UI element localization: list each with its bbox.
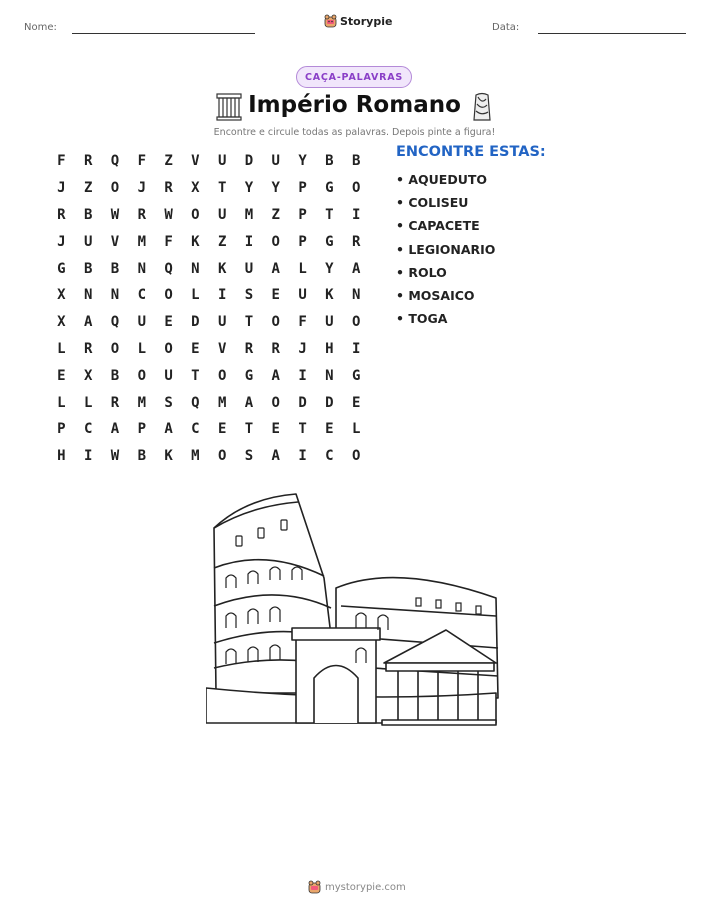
grid-letter[interactable]: Q [191,394,200,411]
grid-letter[interactable]: O [351,180,361,197]
grid-letter[interactable]: G [325,233,334,250]
grid-letter[interactable]: G [244,367,254,384]
grid-letter[interactable]: R [137,206,146,223]
grid-letter[interactable]: Q [110,153,120,170]
colosseum-illustration[interactable] [206,488,506,728]
grid-letter[interactable]: V [217,340,227,357]
footer [308,880,406,894]
grid-row [48,443,370,470]
grid-letter[interactable]: U [217,153,227,170]
grid-letter[interactable]: B [110,367,120,384]
grid-letter[interactable]: E [164,314,173,331]
grid-letter[interactable]: T [191,367,200,384]
grid-row [48,202,370,229]
grid-letter[interactable]: N [191,260,200,277]
grid-letter[interactable]: C [191,421,200,438]
grid-letter[interactable]: A [164,421,173,438]
grid-letter[interactable]: T [325,206,334,223]
grid-letter[interactable]: I [298,367,307,384]
grid-letter[interactable]: R [164,180,173,197]
grid-row [48,309,370,336]
grid-letter[interactable]: N [351,287,361,304]
grid-letter[interactable]: L [57,394,66,411]
grid-letter[interactable]: D [325,394,334,411]
grid-letter[interactable]: J [57,180,66,197]
grid-letter[interactable]: E [57,367,66,384]
grid-letter[interactable]: A [83,314,93,331]
grid-letter[interactable]: A [271,448,280,465]
grid-letter[interactable]: D [244,153,254,170]
grid-letter[interactable]: T [217,180,227,197]
grid-letter[interactable]: O [137,367,146,384]
grid-letter[interactable]: I [83,448,93,465]
grid-letter[interactable]: M [137,233,146,250]
word-list-item: • ROLO [396,264,447,280]
grid-letter[interactable]: O [217,448,227,465]
grid-letter[interactable]: U [217,206,227,223]
grid-letter[interactable]: I [244,233,254,250]
word-search-grid[interactable] [48,148,370,470]
brand-name: Storypie [340,14,393,28]
grid-letter[interactable]: P [298,233,307,250]
grid-letter[interactable]: R [57,206,66,223]
word-list-item: • COLISEU [396,195,469,211]
grid-letter[interactable]: B [325,153,334,170]
grid-letter[interactable]: O [217,367,227,384]
grid-letter[interactable]: O [164,340,173,357]
grid-letter[interactable]: N [137,260,146,277]
grid-letter[interactable]: O [164,287,173,304]
page-title: Império Romano [248,92,461,118]
grid-letter[interactable]: G [57,260,66,277]
grid-letter[interactable]: O [191,206,200,223]
grid-letter[interactable]: Y [298,153,307,170]
grid-letter[interactable]: N [325,367,334,384]
grid-letter[interactable]: A [351,260,361,277]
grid-letter[interactable]: M [137,394,146,411]
grid-letter[interactable]: B [351,153,361,170]
grid-row [48,148,370,175]
grid-letter[interactable]: O [351,314,361,331]
grid-letter[interactable]: T [244,314,254,331]
grid-letter[interactable]: B [110,260,120,277]
grid-row [48,336,370,363]
grid-row [48,416,370,443]
grid-letter[interactable]: T [298,421,307,438]
grid-letter[interactable]: S [244,448,254,465]
grid-letter[interactable]: C [137,287,146,304]
grid-row [48,175,370,202]
grid-letter[interactable]: Y [271,180,280,197]
grid-letter[interactable]: X [57,287,66,304]
grid-letter[interactable]: H [57,448,66,465]
grid-letter[interactable]: U [271,153,280,170]
grid-letter[interactable]: C [83,421,93,438]
grid-letter[interactable]: F [57,153,66,170]
word-list-item: • MOSAICO [396,287,475,303]
grid-letter[interactable]: L [191,287,200,304]
grid-letter[interactable]: E [271,421,280,438]
grid-letter[interactable]: K [217,260,227,277]
grid-letter[interactable]: R [83,153,93,170]
grid-letter[interactable]: K [191,233,200,250]
grid-letter[interactable]: Q [110,314,120,331]
grid-row [48,282,370,309]
grid-letter[interactable]: I [217,287,227,304]
grid-letter[interactable]: O [351,448,361,465]
grid-letter[interactable]: S [164,394,173,411]
grid-letter[interactable]: W [110,206,120,223]
grid-letter[interactable]: K [325,287,334,304]
grid-letter[interactable]: U [137,314,146,331]
grid-letter[interactable]: E [271,287,280,304]
grid-letter[interactable]: G [325,180,334,197]
grid-letter[interactable]: D [298,394,307,411]
date-line[interactable] [538,33,686,34]
grid-letter[interactable]: W [164,206,173,223]
word-list [396,172,495,334]
grid-letter[interactable]: T [244,421,254,438]
grid-letter[interactable]: E [191,340,200,357]
grid-letter[interactable]: B [83,206,93,223]
grid-letter[interactable]: A [244,394,254,411]
word-list-item: • AQUEDUTO [396,172,488,187]
grid-letter[interactable]: P [137,421,146,438]
word-list-title: ENCONTRE ESTAS: [396,144,546,160]
storypie-mascot-icon [308,880,321,894]
grid-letter[interactable]: L [351,421,361,438]
grid-letter[interactable]: O [271,233,280,250]
grid-letter[interactable]: B [137,448,146,465]
grid-letter[interactable]: Z [83,180,93,197]
name-line[interactable] [72,33,255,34]
grid-letter[interactable]: X [57,314,66,331]
grid-letter[interactable]: L [298,260,307,277]
grid-letter[interactable]: G [351,367,361,384]
grid-letter[interactable]: Q [164,260,173,277]
grid-letter[interactable]: M [244,206,254,223]
word-list-item: • CAPACETE [396,218,480,234]
grid-letter[interactable]: P [298,180,307,197]
grid-letter[interactable]: F [164,233,173,250]
grid-letter[interactable]: N [110,287,120,304]
grid-letter[interactable]: F [298,314,307,331]
grid-letter[interactable]: M [191,448,200,465]
grid-letter[interactable]: V [110,233,120,250]
footer-url[interactable]: mystorypie.com [325,881,406,893]
grid-letter[interactable]: U [298,287,307,304]
grid-letter[interactable]: K [164,448,173,465]
brand-logo [324,14,392,28]
grid-letter[interactable]: D [191,314,200,331]
grid-letter[interactable]: R [244,340,254,357]
grid-letter[interactable]: A [271,260,280,277]
grid-row [48,389,370,416]
grid-letter[interactable]: E [217,421,227,438]
grid-letter[interactable]: Z [217,233,227,250]
grid-letter[interactable]: J [57,233,66,250]
grid-letter[interactable]: L [137,340,146,357]
date-label: Data: [492,22,520,33]
grid-row [48,362,370,389]
grid-letter[interactable]: I [351,206,361,223]
grid-letter[interactable]: P [57,421,66,438]
grid-letter[interactable]: P [298,206,307,223]
grid-letter[interactable]: E [351,394,361,411]
word-list-item: • TOGA [396,311,448,327]
grid-letter[interactable]: Y [325,260,334,277]
grid-letter[interactable]: L [83,394,93,411]
grid-letter[interactable]: U [83,233,93,250]
grid-letter[interactable]: Z [271,206,280,223]
grid-letter[interactable]: E [325,421,334,438]
grid-letter[interactable]: O [110,180,120,197]
grid-letter[interactable]: I [298,448,307,465]
grid-letter[interactable]: A [110,421,120,438]
grid-letter[interactable]: U [244,260,254,277]
grid-letter[interactable]: Y [244,180,254,197]
grid-letter[interactable]: J [298,340,307,357]
grid-letter[interactable]: L [57,340,66,357]
grid-letter[interactable]: H [325,340,334,357]
grid-letter[interactable]: Z [164,153,173,170]
grid-row [48,228,370,255]
grid-letter[interactable]: U [325,314,334,331]
grid-letter[interactable]: C [325,448,334,465]
grid-letter[interactable]: V [191,153,200,170]
grid-letter[interactable]: N [83,287,93,304]
grid-letter[interactable]: S [244,287,254,304]
grid-letter[interactable]: X [83,367,93,384]
grid-row [48,255,370,282]
grid-letter[interactable]: R [83,340,93,357]
grid-letter[interactable]: A [271,367,280,384]
grid-letter[interactable]: R [110,394,120,411]
grid-letter[interactable]: B [83,260,93,277]
grid-letter[interactable]: X [191,180,200,197]
instructions: Encontre e circule todas as palavras. Depois pinte a figura! [213,127,496,138]
grid-letter[interactable]: F [137,153,146,170]
grid-letter[interactable]: O [271,314,280,331]
grid-letter[interactable]: J [137,180,146,197]
grid-letter[interactable]: R [271,340,280,357]
grid-letter[interactable]: M [217,394,227,411]
grid-letter[interactable]: U [164,367,173,384]
grid-letter[interactable]: I [351,340,361,357]
grid-letter[interactable]: O [110,340,120,357]
storypie-mascot-icon [324,14,337,28]
grid-letter[interactable]: O [271,394,280,411]
toga-icon [470,92,494,122]
grid-letter[interactable]: W [110,448,120,465]
grid-letter[interactable]: U [217,314,227,331]
grid-letter[interactable]: R [351,233,361,250]
word-list-item: • LEGIONARIO [396,241,496,257]
name-label: Nome: [24,22,57,33]
category-badge: CAÇA-PALAVRAS [296,66,412,88]
